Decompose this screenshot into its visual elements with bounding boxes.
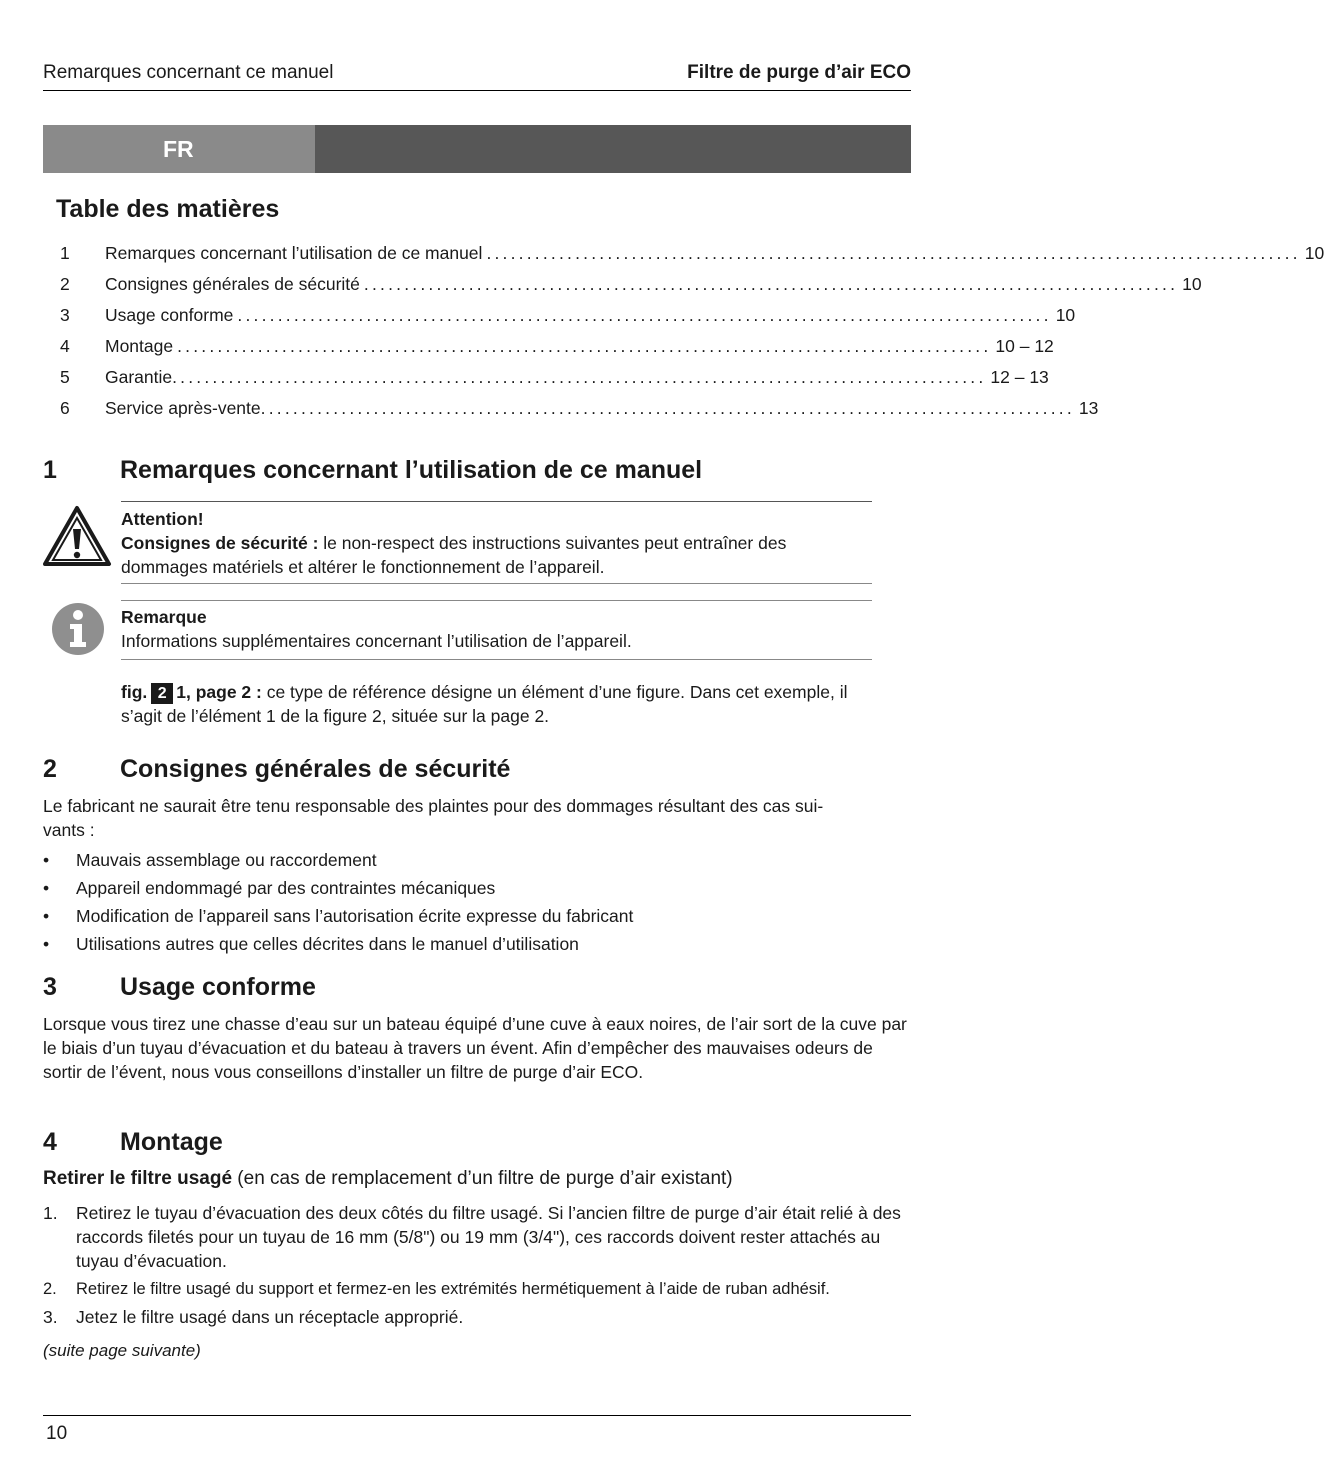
- section-2-intro: Le fabricant ne saurait être tenu responsable des plaintes pour des dommages résultant des cas sui- vants :: [43, 796, 824, 840]
- info-circle-icon: [51, 602, 105, 656]
- toc-title: Table des matières: [56, 195, 280, 223]
- section-3-text: Lorsque vous tirez une chasse d’eau sur un bateau équipé d’une cuve à eaux noires, de l’air sort de la cuve par le biais d’un tuyau d’évacuation et du bateau à travers un évent. Afin d’empêcher des mauvaises odeurs de sortir de l’évent, nous vous conseillons d’installer un filtre de purge d’air ECO.: [43, 1014, 907, 1082]
- section-4-heading: 4 Montage: [43, 1128, 223, 1156]
- figure-reference-note: fig. 2 1, page 2 : ce type de référence désigne un élément d’une figure. Dans cet exemple, il s’agit de l’élément 1 de la figure 2, située sur la page 2.: [121, 682, 848, 726]
- table-of-contents: [56, 243, 1324, 429]
- section-2-heading: 2 Consignes générales de sécurité: [43, 755, 511, 783]
- divider: [121, 501, 872, 502]
- running-header-left: Remarques concernant ce manuel: [43, 62, 334, 83]
- continued-note: (suite page suivante): [43, 1341, 201, 1360]
- section-4-subheading: Retirer le filtre usagé (en cas de remplacement d’un filtre de purge d’air existant): [43, 1168, 733, 1189]
- toc-row: 5 Garantie ..................................................................................................... 12 – 13: [60, 367, 1049, 387]
- list-item: 1. Retirez le tuyau d’évacuation des deux côtés du filtre usagé. Si l’ancien filtre de purge d’air était relié à des raccords filetés pour un tuyau de 16 mm (5/8") ou 19 mm (3/4"), ces raccords doivent rester attachés au tuyau d’évacuation.: [43, 1203, 901, 1271]
- figure-number-box: 2: [151, 683, 173, 704]
- list-item: 3. Jetez le filtre usagé dans un réceptacle approprié.: [43, 1307, 464, 1327]
- divider: [121, 659, 872, 660]
- toc-row: 3 Usage conforme ..................................................................................................... 10: [60, 305, 1076, 325]
- page-number: 10: [46, 1423, 68, 1444]
- running-header-right: Filtre de purge d’air ECO: [687, 62, 911, 83]
- footer-rule: [43, 1415, 911, 1416]
- note-block: Remarque Informations supplémentaires concernant l’utilisation de l’appareil.: [121, 607, 632, 651]
- section-1-heading: 1 Remarques concernant l’utilisation de ce manuel: [43, 456, 703, 484]
- toc-row: 2 Consignes générales de sécurité ..................................................................................................... 10: [60, 274, 1202, 294]
- section-3-heading: 3 Usage conforme: [43, 973, 316, 1001]
- toc-row: 4 Montage ..................................................................................................... 10 – 12: [60, 336, 1054, 356]
- divider: [121, 583, 872, 584]
- list-item: 2. Retirez le filtre usagé du support et fermez-en les extrémités hermétiquement à l’aide de ruban adhésif.: [43, 1280, 830, 1298]
- language-tab: FR: [43, 125, 315, 173]
- list-item: • Appareil endommagé par des contraintes mécaniques: [43, 878, 496, 898]
- header-rule: [43, 90, 911, 91]
- toc-row: 1 Remarques concernant l’utilisation de ce manuel ..................................................................................................... 10: [60, 243, 1324, 263]
- warning-triangle-icon: [43, 505, 111, 567]
- attention-block: Attention! Consignes de sécurité : le non-respect des instructions suivantes peut entraîner des dommages matériels et altérer le fonctionnement de l’appareil.: [121, 509, 787, 577]
- divider: [121, 600, 872, 601]
- list-item: • Utilisations autres que celles décrites dans le manuel d’utilisation: [43, 934, 579, 954]
- toc-row: 6 Service après-vente ..................................................................................................... 13: [60, 398, 1099, 418]
- list-item: • Mauvais assemblage ou raccordement: [43, 850, 377, 870]
- list-item: • Modification de l’appareil sans l’autorisation écrite expresse du fabricant: [43, 906, 634, 926]
- language-bar: [43, 125, 911, 173]
